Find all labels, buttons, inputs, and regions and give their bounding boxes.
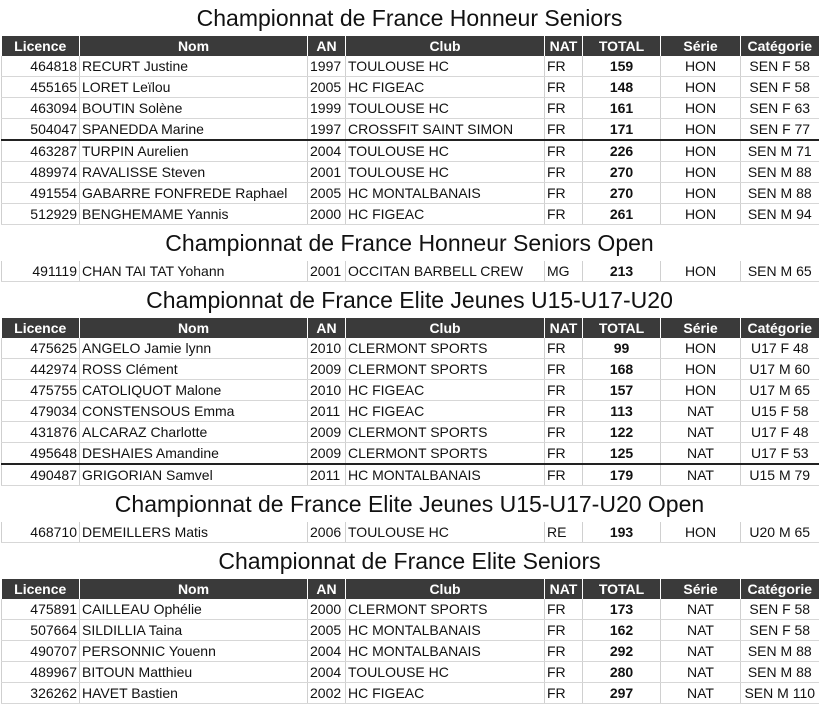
column-header-categorie: Catégorie (741, 579, 819, 599)
cell-total: 125 (583, 443, 661, 465)
cell-club: CLERMONT SPORTS (346, 338, 545, 359)
cell-serie: NAT (661, 464, 741, 486)
cell-serie: NAT (661, 683, 741, 704)
cell-licence: 326262 (2, 683, 80, 704)
cell-nom: GABARRE FONFREDE Raphael (80, 183, 308, 204)
cell-categorie: SEN M 88 (741, 662, 819, 683)
table-row (2, 522, 819, 543)
cell-club: TOULOUSE HC (346, 98, 545, 119)
cell-categorie: SEN F 58 (741, 56, 819, 77)
cell-an: 2004 (308, 662, 346, 683)
cell-serie: HON (661, 359, 741, 380)
cell-licence: 490707 (2, 641, 80, 662)
cell-nom: SILDILLIA Taina (80, 620, 308, 641)
cell-serie: HON (661, 98, 741, 119)
cell-nat: FR (545, 140, 583, 162)
column-header-club: Club (346, 579, 545, 599)
cell-an: 2004 (308, 140, 346, 162)
column-header-nat: NAT (545, 36, 583, 56)
column-header-serie: Série (661, 36, 741, 56)
cell-nom: CATOLIQUOT Malone (80, 380, 308, 401)
cell-total: 161 (583, 98, 661, 119)
cell-licence: 489974 (2, 162, 80, 183)
column-header-serie: Série (661, 579, 741, 599)
cell-nom: ROSS Clément (80, 359, 308, 380)
cell-serie: NAT (661, 443, 741, 465)
cell-licence: 479034 (2, 401, 80, 422)
table-row (2, 620, 819, 641)
cell-nom: TURPIN Aurelien (80, 140, 308, 162)
cell-nat: RE (545, 522, 583, 543)
cell-total: 162 (583, 620, 661, 641)
cell-categorie: U17 M 65 (741, 380, 819, 401)
column-header-categorie: Catégorie (741, 36, 819, 56)
cell-categorie: SEN F 58 (741, 620, 819, 641)
cell-serie: NAT (661, 599, 741, 620)
table-row (2, 56, 819, 77)
cell-total: 270 (583, 183, 661, 204)
cell-club: HC MONTALBANAIS (346, 620, 545, 641)
cell-licence: 475755 (2, 380, 80, 401)
cell-club: HC FIGEAC (346, 401, 545, 422)
cell-club: OCCITAN BARBELL CREW (346, 261, 545, 282)
cell-club: HC FIGEAC (346, 683, 545, 704)
cell-licence: 431876 (2, 422, 80, 443)
cell-categorie: U17 F 48 (741, 338, 819, 359)
column-header-total: TOTAL (583, 36, 661, 56)
cell-serie: HON (661, 140, 741, 162)
cell-club: HC MONTALBANAIS (346, 641, 545, 662)
cell-club: HC FIGEAC (346, 380, 545, 401)
table-row (2, 77, 819, 98)
cell-an: 2001 (308, 261, 346, 282)
cell-serie: HON (661, 183, 741, 204)
section-title: Championnat de France Elite Jeunes U15-U17-U20 Open (114, 491, 705, 517)
cell-nat: FR (545, 183, 583, 204)
column-header-total: TOTAL (583, 579, 661, 599)
cell-licence: 495648 (2, 443, 80, 465)
cell-serie: NAT (661, 401, 741, 422)
cell-categorie: SEN M 88 (741, 162, 819, 183)
cell-an: 2001 (308, 162, 346, 183)
cell-club: HC MONTALBANAIS (346, 183, 545, 204)
section-title: Championnat de France Honneur Seniors (196, 5, 623, 31)
cell-licence: 507664 (2, 620, 80, 641)
cell-club: CLERMONT SPORTS (346, 599, 545, 620)
cell-licence: 468710 (2, 522, 80, 543)
cell-an: 2009 (308, 422, 346, 443)
cell-an: 1997 (308, 56, 346, 77)
cell-nom: BOUTIN Solène (80, 98, 308, 119)
cell-an: 2004 (308, 641, 346, 662)
column-header-nom: Nom (80, 318, 308, 338)
cell-categorie: U15 M 79 (741, 464, 819, 486)
cell-categorie: U15 F 58 (741, 401, 819, 422)
cell-categorie: U17 F 48 (741, 422, 819, 443)
cell-serie: NAT (661, 620, 741, 641)
cell-nom: SPANEDDA Marine (80, 119, 308, 141)
cell-nom: DEMEILLERS Matis (80, 522, 308, 543)
column-header-an: AN (308, 318, 346, 338)
cell-nom: DESHAIES Amandine (80, 443, 308, 465)
table-row (2, 380, 819, 401)
cell-nom: RAVALISSE Steven (80, 162, 308, 183)
cell-serie: NAT (661, 422, 741, 443)
table-row (2, 338, 819, 359)
table-row (2, 683, 819, 704)
cell-club: TOULOUSE HC (346, 56, 545, 77)
cell-nat: FR (545, 162, 583, 183)
cell-categorie: SEN F 58 (741, 77, 819, 98)
cell-licence: 491119 (2, 261, 80, 282)
table-header-row (2, 318, 819, 338)
cell-categorie: SEN F 77 (741, 119, 819, 141)
cell-nat: FR (545, 56, 583, 77)
column-header-categorie: Catégorie (741, 318, 819, 338)
cell-nom: PERSONNIC Youenn (80, 641, 308, 662)
cell-categorie: U17 F 53 (741, 443, 819, 465)
cell-categorie: SEN M 71 (741, 140, 819, 162)
cell-nat: FR (545, 98, 583, 119)
cell-nom: CONSTENSOUS Emma (80, 401, 308, 422)
cell-nat: FR (545, 443, 583, 465)
cell-total: 148 (583, 77, 661, 98)
column-header-club: Club (346, 318, 545, 338)
cell-nat: FR (545, 119, 583, 141)
cell-total: 122 (583, 422, 661, 443)
cell-nom: BENGHEMAME Yannis (80, 204, 308, 225)
cell-nat: FR (545, 380, 583, 401)
cell-serie: HON (661, 119, 741, 141)
cell-licence: 489967 (2, 662, 80, 683)
cell-categorie: SEN F 58 (741, 599, 819, 620)
results-table (1, 261, 819, 282)
cell-categorie: SEN M 94 (741, 204, 819, 225)
cell-licence: 463287 (2, 140, 80, 162)
cell-licence: 512929 (2, 204, 80, 225)
cell-club: HC MONTALBANAIS (346, 464, 545, 486)
table-row (2, 261, 819, 282)
cell-an: 2005 (308, 77, 346, 98)
cell-serie: HON (661, 204, 741, 225)
cell-nom: ALCARAZ Charlotte (80, 422, 308, 443)
column-header-licence: Licence (2, 36, 80, 56)
cell-categorie: SEN M 88 (741, 641, 819, 662)
cell-licence: 475891 (2, 599, 80, 620)
column-header-nom: Nom (80, 579, 308, 599)
cell-serie: HON (661, 77, 741, 98)
cell-nat: FR (545, 683, 583, 704)
cell-nom: CHAN TAI TAT Yohann (80, 261, 308, 282)
cell-total: 297 (583, 683, 661, 704)
table-row (2, 422, 819, 443)
cell-nat: FR (545, 422, 583, 443)
column-header-nom: Nom (80, 36, 308, 56)
cell-total: 159 (583, 56, 661, 77)
table-row (2, 183, 819, 204)
cell-nat: FR (545, 599, 583, 620)
cell-total: 99 (583, 338, 661, 359)
cell-nat: FR (545, 401, 583, 422)
column-header-licence: Licence (2, 318, 80, 338)
cell-nat: FR (545, 464, 583, 486)
cell-nom: GRIGORIAN Samvel (80, 464, 308, 486)
cell-an: 2002 (308, 683, 346, 704)
cell-total: 171 (583, 119, 661, 141)
cell-club: HC FIGEAC (346, 77, 545, 98)
results-table (1, 522, 819, 543)
cell-serie: HON (661, 522, 741, 543)
cell-serie: NAT (661, 662, 741, 683)
table-row (2, 662, 819, 683)
cell-nat: FR (545, 359, 583, 380)
cell-nat: FR (545, 204, 583, 225)
table-row (2, 98, 819, 119)
results-table (1, 36, 819, 225)
cell-licence: 490487 (2, 464, 80, 486)
cell-club: TOULOUSE HC (346, 162, 545, 183)
cell-nat: FR (545, 662, 583, 683)
cell-total: 292 (583, 641, 661, 662)
cell-nom: RECURT Justine (80, 56, 308, 77)
cell-nat: FR (545, 620, 583, 641)
cell-club: TOULOUSE HC (346, 662, 545, 683)
table-row (2, 359, 819, 380)
cell-total: 157 (583, 380, 661, 401)
cell-serie: HON (661, 56, 741, 77)
table-row (2, 140, 819, 162)
cell-club: TOULOUSE HC (346, 522, 545, 543)
column-header-nat: NAT (545, 579, 583, 599)
cell-club: TOULOUSE HC (346, 140, 545, 162)
section-title: Championnat de France Elite Seniors (218, 548, 601, 574)
column-header-an: AN (308, 579, 346, 599)
cell-an: 2006 (308, 522, 346, 543)
cell-an: 2011 (308, 401, 346, 422)
cell-club: HC FIGEAC (346, 204, 545, 225)
cell-licence: 504047 (2, 119, 80, 141)
results-table (1, 318, 819, 486)
cell-nat: FR (545, 641, 583, 662)
table-header-row (2, 579, 819, 599)
cell-nat: MG (545, 261, 583, 282)
cell-licence: 491554 (2, 183, 80, 204)
cell-serie: NAT (661, 641, 741, 662)
cell-an: 2005 (308, 620, 346, 641)
cell-total: 173 (583, 599, 661, 620)
cell-categorie: SEN M 65 (741, 261, 819, 282)
cell-total: 280 (583, 662, 661, 683)
cell-total: 193 (583, 522, 661, 543)
results-table (1, 579, 819, 704)
cell-licence: 464818 (2, 56, 80, 77)
cell-total: 226 (583, 140, 661, 162)
table-row (2, 443, 819, 465)
cell-nom: CAILLEAU Ophélie (80, 599, 308, 620)
section-title: Championnat de France Elite Jeunes U15-U17-U20 (146, 287, 673, 313)
cell-an: 1999 (308, 98, 346, 119)
cell-total: 179 (583, 464, 661, 486)
cell-club: CLERMONT SPORTS (346, 443, 545, 465)
table-header-row (2, 36, 819, 56)
cell-nat: FR (545, 77, 583, 98)
table-row (2, 204, 819, 225)
cell-nom: BITOUN Matthieu (80, 662, 308, 683)
cell-an: 2000 (308, 204, 346, 225)
cell-nat: FR (545, 338, 583, 359)
cell-an: 2010 (308, 338, 346, 359)
table-row (2, 641, 819, 662)
cell-an: 2010 (308, 380, 346, 401)
cell-an: 2005 (308, 183, 346, 204)
cell-total: 270 (583, 162, 661, 183)
cell-nom: ANGELO Jamie lynn (80, 338, 308, 359)
cell-club: CLERMONT SPORTS (346, 359, 545, 380)
table-row (2, 119, 819, 141)
cell-licence: 475625 (2, 338, 80, 359)
cell-licence: 463094 (2, 98, 80, 119)
cell-categorie: U17 M 60 (741, 359, 819, 380)
cell-total: 261 (583, 204, 661, 225)
cell-categorie: U20 M 65 (741, 522, 819, 543)
cell-serie: HON (661, 338, 741, 359)
cell-club: CROSSFIT SAINT SIMON (346, 119, 545, 141)
cell-total: 213 (583, 261, 661, 282)
cell-an: 2009 (308, 443, 346, 465)
cell-club: CLERMONT SPORTS (346, 422, 545, 443)
cell-nom: LORET Leïlou (80, 77, 308, 98)
cell-an: 2000 (308, 599, 346, 620)
cell-serie: HON (661, 162, 741, 183)
cell-categorie: SEN F 63 (741, 98, 819, 119)
column-header-club: Club (346, 36, 545, 56)
cell-an: 1997 (308, 119, 346, 141)
cell-total: 113 (583, 401, 661, 422)
table-row (2, 599, 819, 620)
column-header-nat: NAT (545, 318, 583, 338)
cell-total: 168 (583, 359, 661, 380)
section-title: Championnat de France Honneur Seniors Open (165, 230, 654, 256)
table-row (2, 401, 819, 422)
column-header-total: TOTAL (583, 318, 661, 338)
cell-nom: HAVET Bastien (80, 683, 308, 704)
table-row (2, 464, 819, 486)
column-header-serie: Série (661, 318, 741, 338)
table-row (2, 162, 819, 183)
cell-categorie: SEN M 110 (741, 683, 819, 704)
cell-an: 2011 (308, 464, 346, 486)
cell-licence: 455165 (2, 77, 80, 98)
cell-an: 2009 (308, 359, 346, 380)
cell-categorie: SEN M 88 (741, 183, 819, 204)
column-header-licence: Licence (2, 579, 80, 599)
cell-serie: HON (661, 261, 741, 282)
cell-licence: 442974 (2, 359, 80, 380)
cell-serie: HON (661, 380, 741, 401)
column-header-an: AN (308, 36, 346, 56)
